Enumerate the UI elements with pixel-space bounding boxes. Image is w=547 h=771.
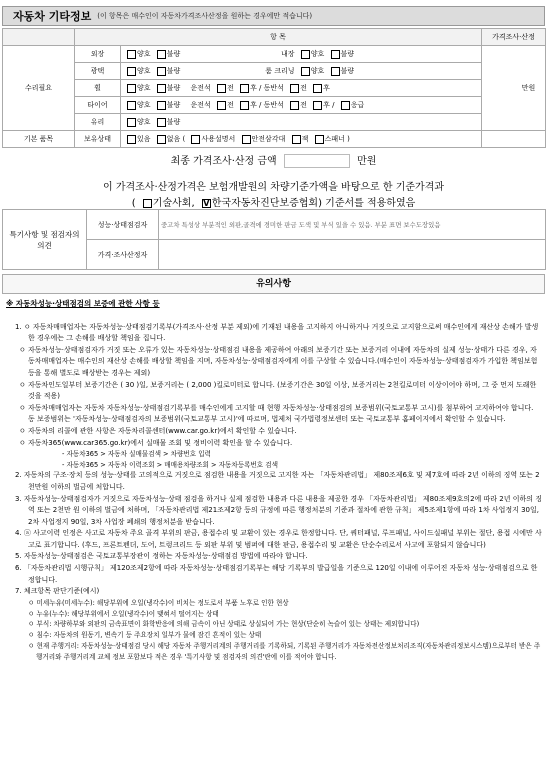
note-item: ㅇ 자동차매매업자는 자동차 자동차성능·상태점검기록부를 매수인에게 고지할 때 현행 자동차성능·상태점검의 보증범위(국토교통부 고시)를 첨부하여 고지하여야 합니다. 동 보증범위는 '자동차성능·상태점검자의 보증범위(국토교통부 고시)'에 따르며, 법제처 국가법령정보센터 또는 국토교통부 홈페이지에서 확인할 수 있습니다. <box>19 403 534 424</box>
glass-good-checkbox[interactable] <box>127 118 136 127</box>
row-tire: 양호 불량 운전석 전 후 / 동반석 전 후 / 응급 <box>121 97 482 114</box>
row-glass: 양호 불량 <box>121 114 482 131</box>
note-item: 2. 자동차의 구조·장치 등의 성능·상태를 고의적으로 거짓으로 점검한 내용을 거짓으로 고지한 자는 「자동차관리법」 제80조제6호 및 제7호에 따라 2년 이하의 징역 또는 2천만원 이하의 벌금에 처합니다. <box>15 471 540 491</box>
basic-items-label: 기본 품목 <box>3 131 75 148</box>
row-polish-label: 광택 <box>75 63 121 80</box>
interior-good-checkbox[interactable] <box>301 50 310 59</box>
basis-line1: 이 가격조사·산정가격은 보험개발원의 차량기준가액을 바탕으로 한 기준가격과 <box>102 182 445 193</box>
section-title: 자동차 기타정보 <box>13 10 92 23</box>
section-header <box>2 6 545 26</box>
note-item: 7. 체크항목 판단기준(예시) <box>15 587 100 596</box>
tire-spare-checkbox[interactable] <box>341 101 350 110</box>
cleaning-bad-checkbox[interactable] <box>331 67 340 76</box>
criteria-item: ㅇ 누유(누수): 해당부위에서 오일(냉각수)이 맺혀서 떨어지는 상태 <box>28 609 219 618</box>
notes-section-title: ※ 자동차성능·상태점검의 보증에 관한 사항 등 <box>6 299 160 308</box>
interior-bad-checkbox[interactable] <box>331 50 340 59</box>
price-inspector-opinion[interactable] <box>159 240 546 270</box>
price-inspector-label: 가격·조사산정자 <box>87 240 159 270</box>
final-price-unit: 만원 <box>357 156 377 167</box>
row-polish: 양호 불량 룸 크리닝 양호 불량 <box>121 63 482 80</box>
cleaning-good-checkbox[interactable] <box>301 67 310 76</box>
wheel-passenger-front-checkbox[interactable] <box>290 84 299 93</box>
repair-table-wrap <box>2 28 546 148</box>
note-item: 5. 자동차성능·상태점검은 국토교통부장관이 정하는 자동차성능·상태점검 방법에 따라야 합니다. <box>15 552 308 561</box>
note-item: ㅇ 자동차성능·상태점검자가 거짓 또는 오류가 있는 자동차성능·상태점검 내용을 제공하여 아래의 보증기간 또는 보증거리 이내에 자동차의 실제 성능·상태가 다른 경우, 자동차매매업자는 매수인의 재산상 손해를 배상할 책임을 지며, 자동차성능·상태점검자에게 이를 구상할 수 있습니다.(매수인이 자동차성능·상태점검자가 가입한 책임보험 등을 통해 별도로 배상받는 경우는 제외) <box>19 345 538 377</box>
remarks-label: 특기사항 및 점검자의 의견 <box>3 210 87 270</box>
wheel-driver-front-checkbox[interactable] <box>217 84 226 93</box>
note-subitem: - 자동차365 > 자동차 이력조회 > 매매용차량조회 > 자동차등록번호 검색 <box>62 460 279 469</box>
caution-header: 유의사항 <box>2 274 545 294</box>
basic-none-checkbox[interactable] <box>157 135 166 144</box>
note-item: 6. 「자동차관리법 시행규칙」 제120조제2항에 따라 자동차성능·상태점검기록부는 해당 기록부의 발급일을 기준으로 120일 이내에 이루어진 자동차 성능·상태점검으로 한정합니다. <box>15 564 538 584</box>
polish-bad-checkbox[interactable] <box>157 67 166 76</box>
wheel-driver-rear-checkbox[interactable] <box>240 84 249 93</box>
wheel-good-checkbox[interactable] <box>127 84 136 93</box>
row-wheel: 양호 불량 운전석 전 후 / 동반석 전 후 <box>121 80 482 97</box>
basic-items-sub: 보유상태 <box>75 131 121 148</box>
perf-inspector-opinion[interactable]: 중고차 특성상 부분적인 외판,골격에 경미한 판금 도색 및 부식 있을 수 있음. 부분 표면 보수도장있음 <box>159 210 546 240</box>
note-item: 1. ㅇ 자동차매매업자는 자동차성능·상태점검기록부(가격조사·산정 부분 제외)에 기재된 내용을 고지하지 아니하거나 거짓으로 고지함으로써 매수인에게 재산상 손해가 발생한 경우에는 그 손해를 배상할 책임을 집니다. <box>15 322 539 343</box>
criteria-item: ㅇ 현재 주행거리: 자동차성능·상태점검 당시 해당 자동차 주행거리계의 주행거리를 기록하되, 기록된 주행거리가 자동차전산정보처리조직(자동차관리정보시스템)으로부터 받은 주행거리와 주행거리계 교체 정보 포함보다 적은 경우 '특기사항 및 점검자의 의견'란에 이를 적어야 합니다. <box>28 642 541 661</box>
row-exterior-label: 외장 <box>75 46 121 63</box>
tire-passenger-rear-checkbox[interactable] <box>313 101 322 110</box>
tire-passenger-front-checkbox[interactable] <box>290 101 299 110</box>
note-item: ㅇ 자동차의 리콜에 관한 사항은 자동차리콜센터(www.car.go.kr)에서 확인할 수 있습니다. <box>19 426 297 435</box>
row-cleaning-label: 룸 크리닝 <box>265 67 295 75</box>
repair-label: 수리필요 <box>3 46 75 131</box>
basis-opt2-checkbox[interactable]: V <box>203 198 210 208</box>
spanner-checkbox[interactable] <box>315 135 324 144</box>
exterior-good-checkbox[interactable] <box>127 50 136 59</box>
wheel-bad-checkbox[interactable] <box>157 84 166 93</box>
row-wheel-label: 휠 <box>75 80 121 97</box>
glass-bad-checkbox[interactable] <box>157 118 166 127</box>
tire-bad-checkbox[interactable] <box>157 101 166 110</box>
table-head-item: 항 목 <box>75 29 482 46</box>
remarks-wrap <box>2 209 546 270</box>
row-tire-label: 타이어 <box>75 97 121 114</box>
wheel-passenger-rear-checkbox[interactable] <box>313 84 322 93</box>
criteria-item: ㅇ 부식: 차량하부와 외판의 금속표면이 화학반응에 의해 금속이 아닌 상태로 상실되어 가는 현상(단순히 녹슬어 있는 상태는 제외합니다) <box>28 620 420 629</box>
basis-line2: ( 기술사회, V 한국자동차진단보증협회) 기준서를 적용하였음 <box>131 198 416 209</box>
repair-price: 만원 <box>482 46 546 131</box>
section-note: (이 항목은 매수인이 자동차가격조사산정을 원하는 경우에만 적습니다) <box>97 12 313 20</box>
final-price-input[interactable] <box>284 154 350 168</box>
repair-table <box>2 28 546 148</box>
notes-body <box>6 298 542 663</box>
jack-checkbox[interactable] <box>292 135 301 144</box>
manual-checkbox[interactable] <box>191 135 200 144</box>
tire-driver-rear-checkbox[interactable] <box>240 101 249 110</box>
basis-opt1-checkbox[interactable] <box>143 199 152 208</box>
note-item: 4. ⓐ 사고이력 인정은 사고로 자동차 주요 골격 부위의 판금, 용접수리 및 교환이 있는 경우로 한정합니다. 단, 쿼터패널, 루프패널, 사이드실패널 부위는 절단, 용접 시에만 사고로 표기합니다. (후드, 프론트펜더, 도어, 트렁크리드 등 외판 부위 및 범퍼에 대한 판금, 용접수리 및 교환은 단순수리로서 사고에 포함되지 않습니다) <box>15 529 542 549</box>
note-item: ㅇ 자동차인도일부터 보증기간은 ( 30 )일, 보증거리는 ( 2,000 )킬로미터로 합니다. (보증기간은 30일 이상, 보증거리는 2천킬로미터 이상이어야 하며, 그 중 먼저 도래한 것을 적용) <box>19 380 537 401</box>
basic-have-checkbox[interactable] <box>127 135 136 144</box>
criteria-item: ㅇ 미세누유(미세누수): 해당부위에 오일(냉각수)이 비치는 정도로서 부품 노후로 인한 현상 <box>28 598 289 607</box>
row-exterior: 양호 불량 내장 양호 불량 <box>121 46 482 63</box>
final-price-row <box>2 152 545 168</box>
remarks-table <box>2 209 546 270</box>
triangle-checkbox[interactable] <box>242 135 251 144</box>
row-interior-label: 내장 <box>281 50 295 58</box>
note-item: ㅇ 자동차365(www.car365.go.kr)에서 실매물 조회 및 정비이력 확인을 할 수 있습니다. <box>19 438 293 447</box>
note-item: 3. 자동차성능·상태점검자가 거짓으로 자동차성능·상태 점검을 하거나 실제 점검한 내용과 다른 내용을 제공한 경우 「자동차관리법」 제80조제9호의2에 따라 2년 이하의 징역 또는 2천만 원 이하의 벌금에 처하며, 「자동차관리법 제21조제2항 등의 규정에 따른 행정처분의 기준과 절차에 관한 규칙」 제5조제1항에 따라 1차 사업정지 30일, 2차 사업정지 90일, 3차 사업장 폐쇄의 행정처분을 받습니다. <box>15 494 542 526</box>
perf-inspector-label: 성능·상태점검자 <box>87 210 159 240</box>
tire-good-checkbox[interactable] <box>127 101 136 110</box>
row-basic-items: 있음 없음 ( 사용설명서 안전삼각대 잭 스패너 ) <box>121 131 482 148</box>
row-glass-label: 유리 <box>75 114 121 131</box>
table-head-price: 가격조사·산정 <box>482 29 546 46</box>
final-price-label: 최종 가격조사·산정 금액 <box>170 156 277 167</box>
note-subitem: - 자동차365 > 자동차 실매물검색 > 차량번호 입력 <box>62 450 211 459</box>
exterior-bad-checkbox[interactable] <box>157 50 166 59</box>
tire-driver-front-checkbox[interactable] <box>217 101 226 110</box>
criteria-item: ㅇ 침수: 자동차의 원동기, 변속기 등 주요장치 일부가 물에 잠긴 흔적이 있는 상태 <box>28 631 262 640</box>
polish-good-checkbox[interactable] <box>127 67 136 76</box>
